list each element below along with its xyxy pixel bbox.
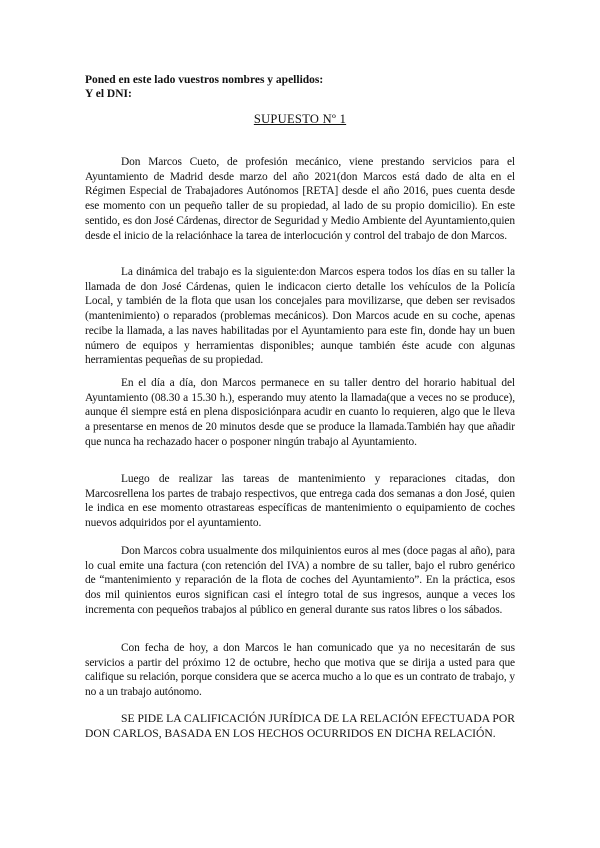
paragraph-3: En el día a día, don Marcos permanece en su taller dentro del horario habitual del Ayuntamiento (08.30 a 15.30 h.), esperando muy atento la llamada(que a veces no se produce), aunque él siempre está en plena disposiciónpara acudir en cuanto lo requieren, algo que le lleva a presentarse en menos de 20 minutos desde que se produce la llamada.También hay que añadir que nunca ha rechazado hacer o posponer ningún trabajo al Ayuntamiento. <box>85 377 515 448</box>
paragraph-4: Luego de realizar las tareas de mantenimiento y reparaciones citadas, don Marcosrellena los partes de trabajo respectivos, que entrega cada dos semanas a don José, quien le indica en ese momento otrastareas específicas de mantenimiento o equipamiento de coches nuevos adquiridos por el ayuntamiento. <box>85 473 515 530</box>
paragraph-6: Con fecha de hoy, a don Marcos le han comunicado que ya no necesitarán de sus servicios a partir del próximo 12 de octubre, hecho que motiva que se dirija a usted para que califique su relación, porque considera que se acerca mucho a lo que es un contrato de trabajo, y no a un trabajo autónomo. <box>85 642 515 699</box>
paragraph-1: Don Marcos Cueto, de profesión mecánico, viene prestando servicios para el Ayuntamiento de Madrid desde marzo del año 2021(don Marcos está dado de alta en el Régimen Especial de Trabajadores Autónomos [RETA] desde el año 2016, pues cuenta desde ese momento con un pequeño taller de su propiedad, al lado de su propio domicilio). En este sentido, es don José Cárdenas, director de Seguridad y Medio Ambiente del Ayuntamiento,quien desde el inicio de la relaciónhace la tarea de interlocución y control del trabajo de don Marcos. <box>85 156 515 242</box>
student-info-header <box>85 73 525 101</box>
paragraph-5: Don Marcos cobra usualmente dos milquinientos euros al mes (doce pagas al año), para lo cual emite una factura (con retención del IVA) a nombre de su taller, bajo el rubro genérico de “mantenimiento y reparación de la flota de coches del Ayuntamiento”. En la práctica, esos dos mil quinientos euros significan casi el íntegro total de sus ingresos, aunque a veces los incrementa con pequeños trabajos al público en general durante sus ratos libres o los sábados. <box>85 545 515 616</box>
paragraph-2: La dinámica del trabajo es la siguiente:don Marcos espera todos los días en su taller la llamada de don José Cárdenas, quien le indicacon cierto detalle los vehículos de la Policía Local, y también de la flota que usan los concejales para movilizarse, que deben ser revisados (mantenimiento) o reparados (problemas mecánicos). Don Marcos acude en su coche, apenas recibe la llamada, a las naves habilitadas por el Ayuntamiento para este fin, donde hay un buen número de equipos y herramientas disponibles; aunque también éste acude con algunas herramientas pequeñas de su propiedad. <box>85 266 515 367</box>
dni-line: Y el DNI: <box>85 88 132 100</box>
names-line: Poned en este lado vuestros nombres y apellidos: <box>85 74 324 86</box>
request-statement: SE PIDE LA CALIFICACIÓN JURÍDICA DE LA RELACIÓN EFECTUADA POR DON CARLOS, BASADA EN LOS HECHOS OCURRIDOS EN DICHA RELACIÓN. <box>85 712 515 740</box>
page-title: SUPUESTO Nº 1 <box>253 112 347 126</box>
